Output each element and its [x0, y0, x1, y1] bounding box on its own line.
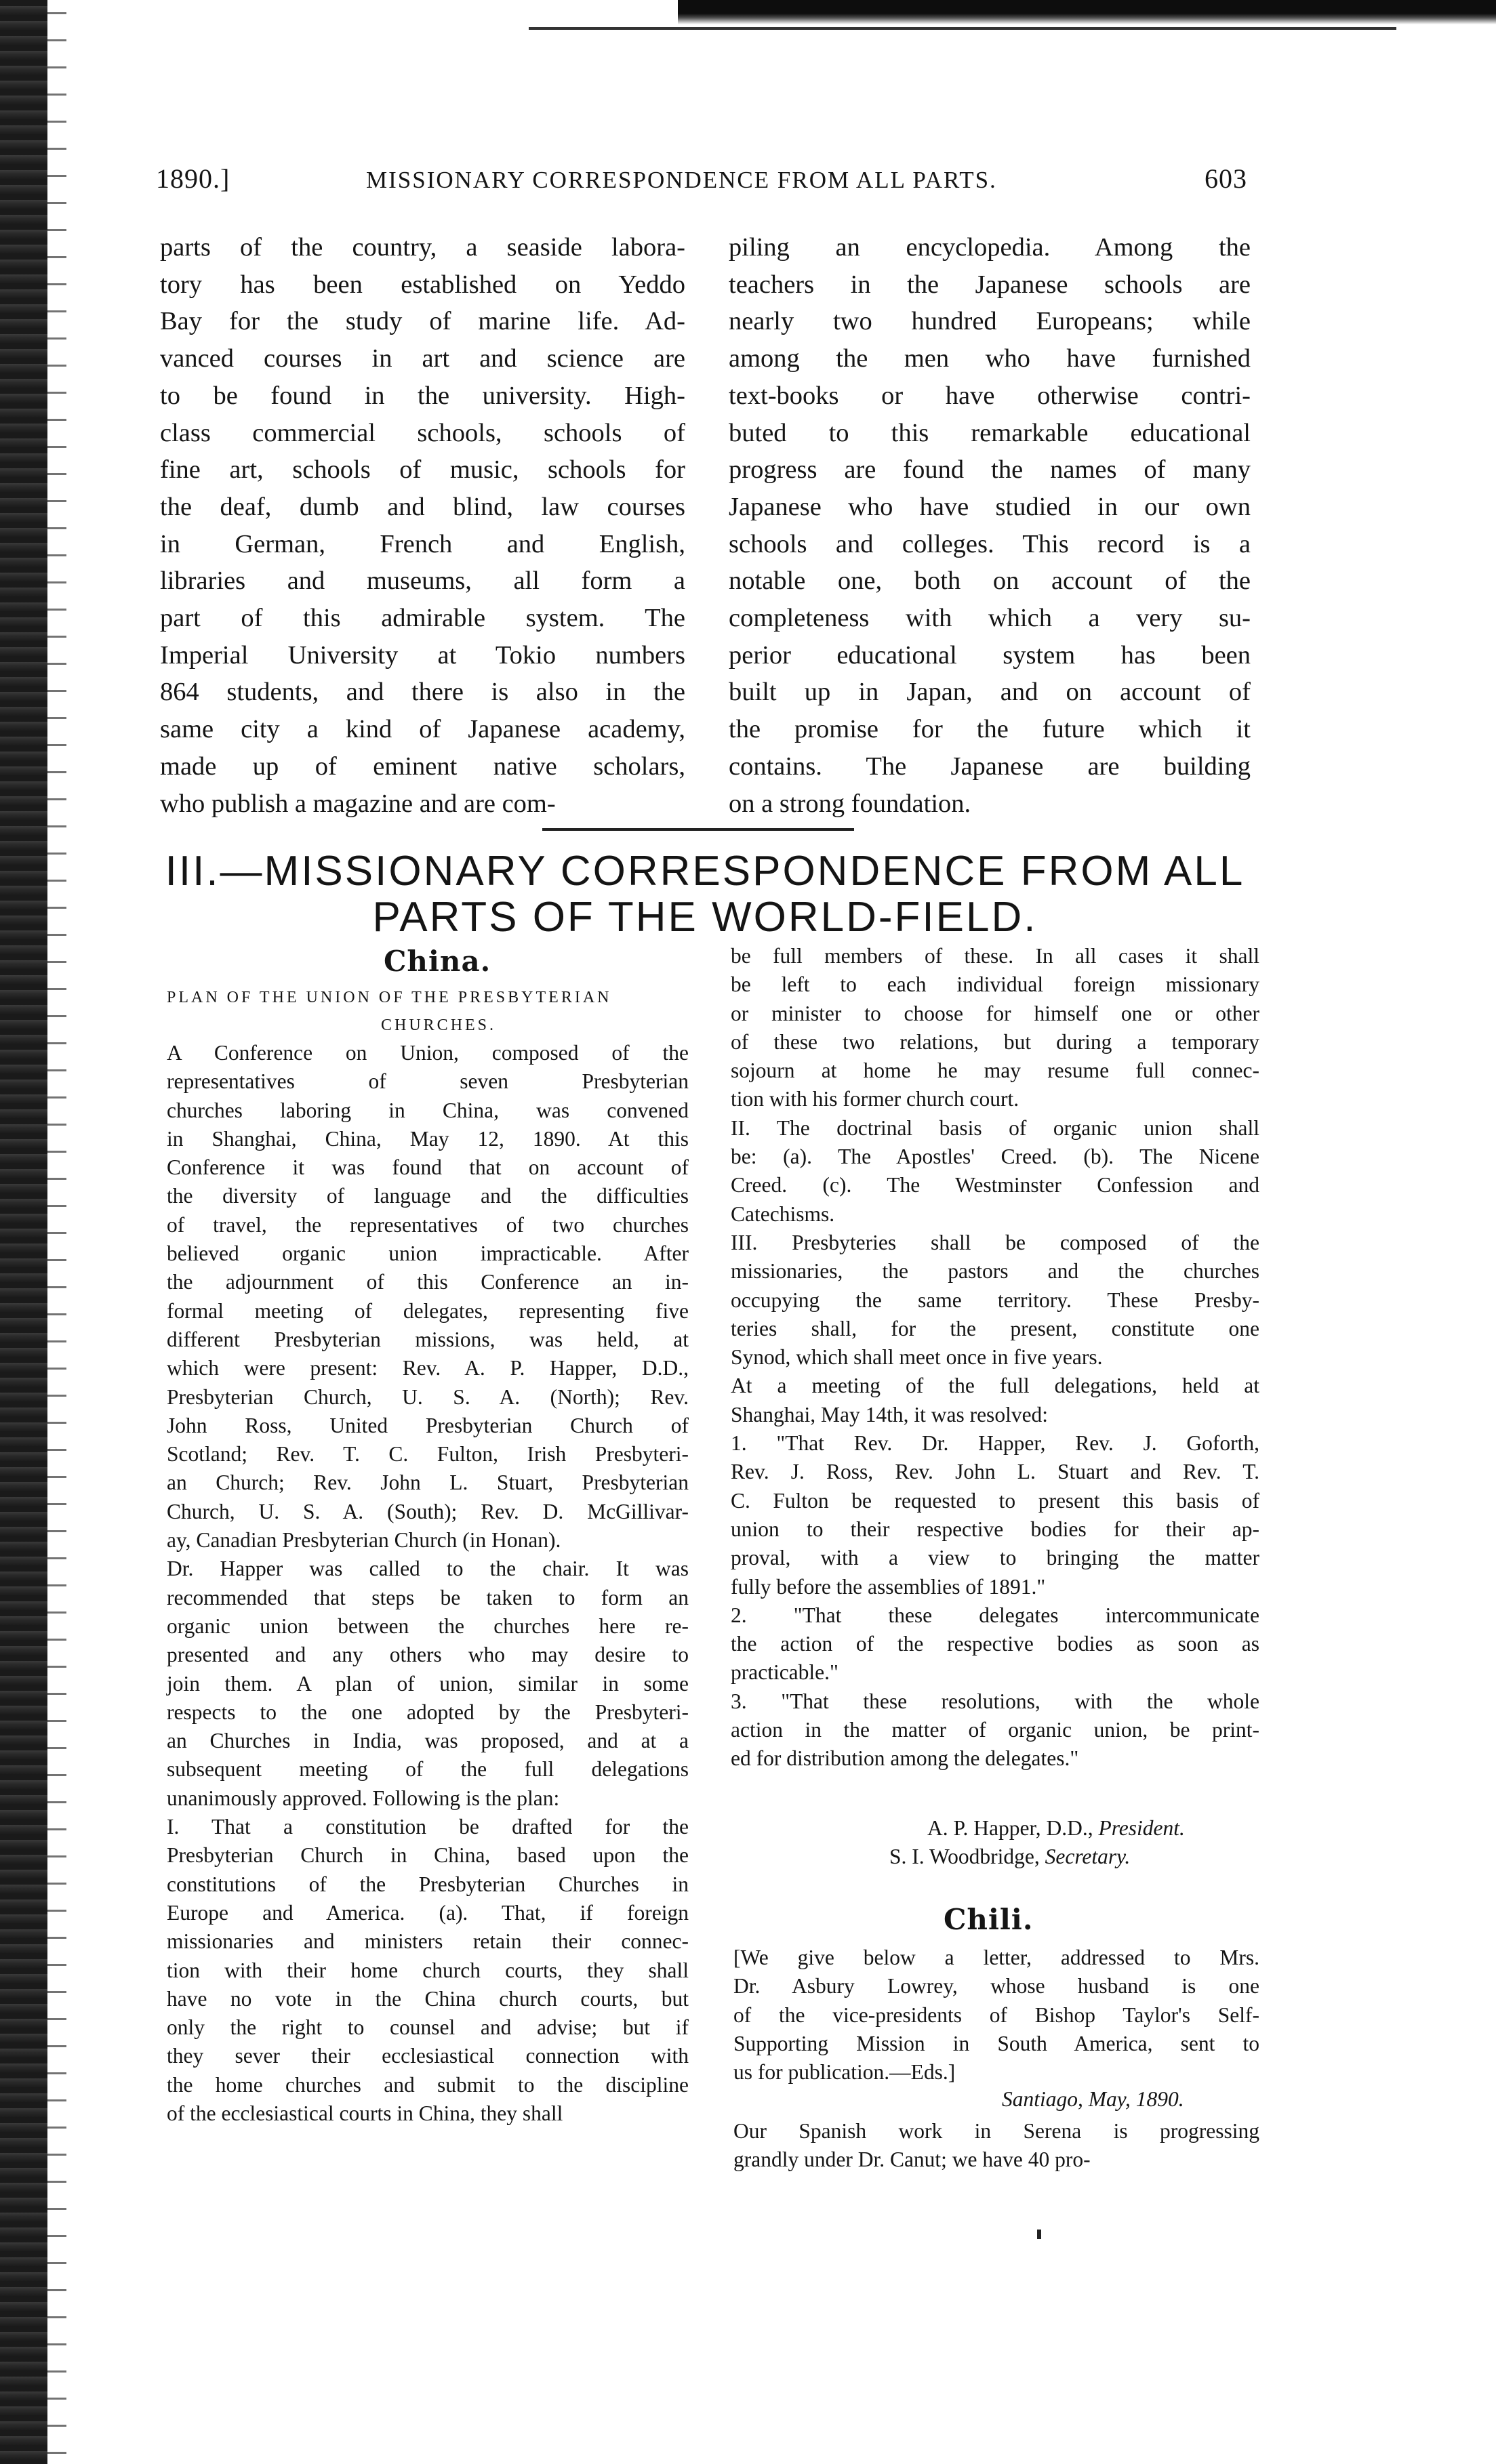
text-line: in German, French and English,: [160, 529, 685, 558]
top-right-column: [729, 229, 1251, 822]
text-line: parts of the country, a seaside labora-: [160, 233, 685, 262]
signature-secretary: [889, 1845, 1130, 1869]
text-line: of travel, the representatives of two churches: [167, 1212, 689, 1237]
text-line: At a meeting of the full delegations, held at: [731, 1374, 1259, 1398]
running-head-title: MISSIONARY CORRESPONDENCE FROM ALL PARTS.: [366, 167, 997, 193]
text-line: they sever their ecclesiastical connection with: [167, 2044, 689, 2068]
text-line: subsequent meeting of the full delegations: [167, 1757, 689, 1782]
text-line: perior educational system has been: [729, 640, 1251, 670]
running-head: [156, 163, 1247, 203]
text-line: the diversity of language and the difficulties: [167, 1184, 689, 1208]
text-line: John Ross, United Presbyterian Church of: [167, 1413, 689, 1437]
stray-mark: [1037, 2230, 1041, 2239]
text-line: Bay for the study of marine life. Ad-: [160, 307, 685, 336]
chili-body: [733, 2117, 1259, 2175]
text-line: Imperial University at Tokio numbers: [160, 640, 685, 670]
text-line: be full members of these. In all cases it shall: [731, 944, 1259, 968]
text-line: in Shanghai, China, May 12, 1890. At this: [167, 1126, 689, 1151]
text-line: believed organic union impracticable. After: [167, 1241, 689, 1266]
text-line: Scotland; Rev. T. C. Fulton, Irish Presbyteri-: [167, 1442, 689, 1466]
china-subhead-line-2: CHURCHES.: [381, 1017, 497, 1034]
chili-heading: Chili.: [944, 1903, 1034, 1936]
text-line: be: (a). The Apostles' Creed. (b). The Nicene: [731, 1145, 1259, 1169]
text-line: different Presbyterian missions, was held, at: [167, 1327, 689, 1351]
text-line: respects to the one adopted by the Presbyteri-: [167, 1700, 689, 1724]
text-line: Dr. Asbury Lowrey, whose husband is one: [733, 1974, 1259, 1998]
scan-binding-shadow: [47, 0, 66, 2464]
text-line: C. Fulton be requested to present this basis of: [731, 1488, 1259, 1513]
text-line: Catechisms.: [731, 1202, 835, 1226]
text-line: the promise for the future which it: [729, 715, 1251, 744]
text-line: to be found in the university. High-: [160, 381, 685, 410]
text-line: Supporting Mission in South America, sent to: [733, 2031, 1259, 2055]
text-line: which were present: Rev. A. P. Happer, D.D.,: [167, 1356, 689, 1380]
text-line: churches laboring in China, was convened: [167, 1098, 689, 1122]
chili-column: [733, 1944, 1259, 2087]
text-line: tion with their home church courts, they shall: [167, 1958, 689, 1982]
text-line: Synod, which shall meet once in five years.: [731, 1345, 1103, 1370]
text-line: an Church; Rev. John L. Stuart, Presbyterian: [167, 1471, 689, 1495]
running-head-year: 1890.]: [156, 163, 230, 194]
text-line: tion with his former church court.: [731, 1087, 1019, 1111]
text-line: fully before the assemblies of 1891.": [731, 1574, 1046, 1599]
text-line: Presbyterian Church, U. S. A. (North); Rev.: [167, 1384, 689, 1409]
text-line: teachers in the Japanese schools are: [729, 270, 1251, 299]
text-line: same city a kind of Japanese academy,: [160, 715, 685, 744]
text-line: grandly under Dr. Canut; we have 40 pro-: [733, 2148, 1091, 2172]
text-line: Dr. Happer was called to the chair. It was: [167, 1557, 689, 1581]
text-line: missionaries and ministers retain their connec-: [167, 1929, 689, 1954]
text-line: only the right to counsel and advise; but if: [167, 2015, 689, 2040]
text-line: 2. "That these delegates intercommunicate: [731, 1603, 1259, 1627]
text-line: ed for distribution among the delegates.": [731, 1746, 1079, 1771]
text-line: Church, U. S. A. (South); Rev. D. McGillivar-: [167, 1499, 689, 1523]
text-line: the action of the respective bodies as soon as: [731, 1632, 1259, 1656]
text-line: progress are found the names of many: [729, 455, 1251, 485]
text-line: A Conference on Union, composed of the: [167, 1041, 689, 1065]
text-line: tory has been established on Yeddo: [160, 270, 685, 299]
text-line: formal meeting of delegates, representing five: [167, 1298, 689, 1323]
text-line: libraries and museums, all form a: [160, 567, 685, 596]
text-line: have no vote in the China church courts, but: [167, 1986, 689, 2011]
text-line: schools and colleges. This record is a: [729, 529, 1251, 558]
chili-dateline: Santiago, May, 1890.: [1002, 2087, 1184, 2111]
signature-president: [927, 1816, 1185, 1841]
top-scan-rule: [678, 0, 1496, 24]
text-line: on a strong foundation.: [729, 789, 971, 818]
text-line: representatives of seven Presbyterian: [167, 1069, 689, 1094]
page-number: 603: [1205, 163, 1247, 194]
text-line: II. The doctrinal basis of organic union shall: [731, 1115, 1259, 1140]
text-line: the deaf, dumb and blind, law courses: [160, 492, 685, 521]
section-heading-line-2: PARTS OF THE WORLD-FIELD.: [372, 894, 1038, 941]
text-line: of these two relations, but during a temporary: [731, 1029, 1259, 1054]
text-line: among the men who have furnished: [729, 344, 1251, 373]
text-line: organic union between the churches here re-: [167, 1614, 689, 1638]
text-line: ay, Canadian Presbyterian Church (in Honan).: [167, 1528, 561, 1553]
text-line: fine art, schools of music, schools for: [160, 455, 685, 485]
text-line: proval, with a view to bringing the matter: [731, 1546, 1259, 1570]
text-line: who publish a magazine and are com-: [160, 789, 556, 818]
text-line: Presbyterian Church in China, based upon the: [167, 1843, 689, 1868]
text-line: Our Spanish work in Serena is progressing: [733, 2119, 1259, 2143]
text-line: III. Presbyteries shall be composed of the: [731, 1230, 1259, 1254]
text-line: piling an encyclopedia. Among the: [729, 233, 1251, 262]
text-line: Rev. J. Ross, Rev. John L. Stuart and Rev. T.: [731, 1460, 1259, 1484]
text-line: of the ecclesiastical courts in China, they shall: [167, 2101, 563, 2125]
text-line: text-books or have otherwise contri-: [729, 381, 1251, 410]
text-line: action in the matter of organic union, be print-: [731, 1718, 1259, 1742]
text-line: completeness with which a very su-: [729, 604, 1251, 633]
text-line: or minister to choose for himself one or other: [731, 1001, 1259, 1025]
text-line: Europe and America. (a). That, if foreign: [167, 1900, 689, 1925]
text-line: notable one, both on account of the: [729, 567, 1251, 596]
text-line: be left to each individual foreign missionary: [731, 972, 1259, 997]
right-column: [731, 942, 1259, 1773]
china-heading: China.: [384, 945, 491, 978]
text-line: the adjournment of this Conference an in-: [167, 1270, 689, 1294]
text-line: Conference it was found that on account of: [167, 1155, 689, 1180]
text-line: practicable.": [731, 1660, 838, 1685]
text-line: of the vice-presidents of Bishop Taylor's Self-: [733, 2003, 1259, 2027]
text-line: contains. The Japanese are building: [729, 752, 1251, 781]
signature-president-title: President.: [1098, 1816, 1185, 1840]
text-line: buted to this remarkable educational: [729, 418, 1251, 447]
text-line: an Churches in India, was proposed, and at a: [167, 1729, 689, 1753]
text-line: nearly two hundred Europeans; while: [729, 307, 1251, 336]
signature-secretary-name: S. I. Woodbridge,: [889, 1845, 1040, 1868]
text-line: Creed. (c). The Westminster Confession and: [731, 1173, 1259, 1197]
text-line: occupying the same territory. These Presby-: [731, 1288, 1259, 1312]
text-line: 864 students, and there is also in the: [160, 678, 685, 707]
top-left-column: [160, 229, 685, 822]
signature-president-name: A. P. Happer, D.D.,: [927, 1816, 1093, 1840]
text-line: join them. A plan of union, similar in some: [167, 1671, 689, 1696]
text-line: recommended that steps be taken to form an: [167, 1585, 689, 1609]
text-line: class commercial schools, schools of: [160, 418, 685, 447]
china-subhead-line-1: PLAN OF THE UNION OF THE PRESBYTERIAN: [167, 989, 612, 1006]
text-line: part of this admirable system. The: [160, 604, 685, 633]
text-line: teries shall, for the present, constitute one: [731, 1316, 1259, 1340]
text-line: built up in Japan, and on account of: [729, 678, 1251, 707]
china-column: [167, 1039, 689, 2128]
text-line: Japanese who have studied in our own: [729, 492, 1251, 521]
text-line: unanimously approved. Following is the plan:: [167, 1786, 560, 1810]
text-line: presented and any others who may desire to: [167, 1643, 689, 1667]
text-line: vanced courses in art and science are: [160, 344, 685, 373]
text-line: us for publication.—Eds.]: [733, 2060, 956, 2085]
text-line: the home churches and submit to the discipline: [167, 2072, 689, 2097]
text-line: 3. "That these resolutions, with the whole: [731, 1689, 1259, 1713]
text-line: missionaries, the pastors and the churches: [731, 1259, 1259, 1284]
section-divider: [542, 828, 854, 831]
top-scan-rule-thin: [529, 27, 1396, 30]
text-line: constitutions of the Presbyterian Churches in: [167, 1872, 689, 1896]
text-line: made up of eminent native scholars,: [160, 752, 685, 781]
section-heading-line-1: III.—MISSIONARY CORRESPONDENCE FROM ALL: [165, 848, 1245, 895]
scan-binding-edge: [0, 0, 47, 2464]
text-line: 1. "That Rev. Dr. Happer, Rev. J. Goforth,: [731, 1431, 1259, 1456]
text-line: union to their respective bodies for their ap-: [731, 1517, 1259, 1541]
text-line: sojourn at home he may resume full connec-: [731, 1059, 1259, 1083]
text-line: Shanghai, May 14th, it was resolved:: [731, 1402, 1049, 1426]
signature-secretary-title: Secretary.: [1045, 1845, 1131, 1868]
text-line: [We give below a letter, addressed to Mrs.: [733, 1946, 1259, 1969]
text-line: I. That a constitution be drafted for the: [167, 1815, 689, 1839]
